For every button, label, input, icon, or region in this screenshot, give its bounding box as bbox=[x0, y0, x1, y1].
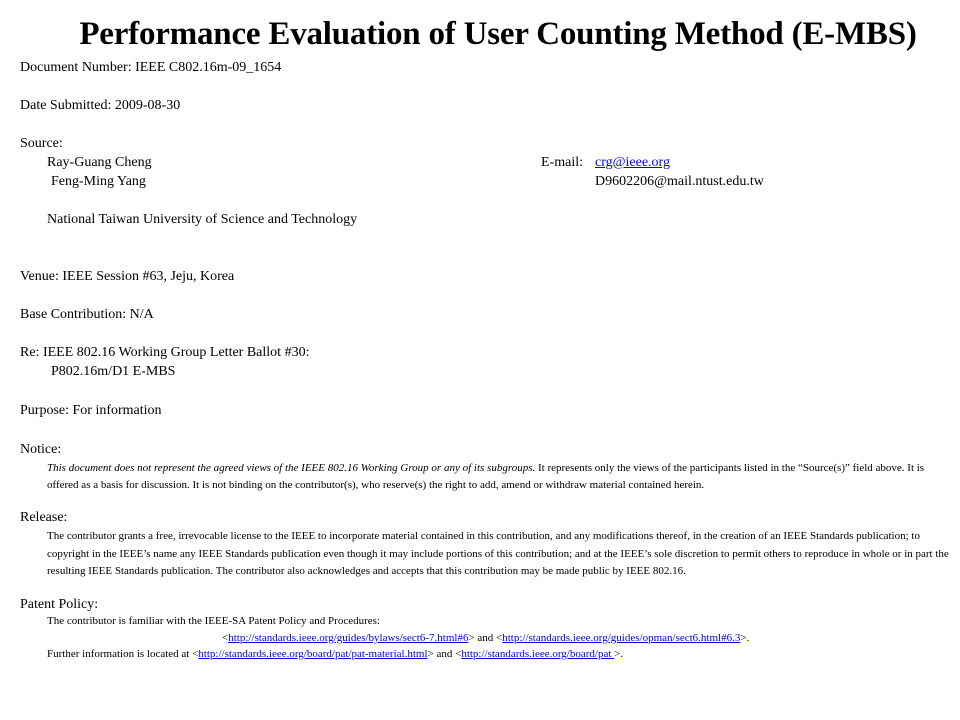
date-submitted: Date Submitted: 2009-08-30 bbox=[20, 98, 181, 113]
release-label: Release: bbox=[20, 510, 68, 525]
opman-link[interactable]: http://standards.ieee.org/guides/opman/sect6.html#6.3 bbox=[502, 632, 741, 644]
email-link-1[interactable]: crg@ieee.org bbox=[595, 155, 670, 170]
bylaws-link[interactable]: http://standards.ieee.org/guides/bylaws/sect6-7.html#6 bbox=[228, 632, 469, 644]
board-pat-link[interactable]: http://standards.ieee.org/board/pat bbox=[461, 648, 615, 660]
re-line-2: P802.16m/D1 E-MBS bbox=[51, 364, 176, 379]
email-label: E-mail: bbox=[541, 155, 583, 170]
notice-text bbox=[47, 460, 947, 493]
patent-line-2: <http://standards.ieee.org/guides/bylaws/sect6-7.html#6> and <http://standards.ieee.org/guides/opman/sect6.html#6.3>. bbox=[222, 632, 750, 644]
patent-line-1: The contributor is familiar with the IEEE-SA Patent Policy and Procedures: bbox=[47, 615, 380, 627]
author-name-1: Ray-Guang Cheng bbox=[47, 155, 152, 170]
source-label: Source: bbox=[20, 136, 63, 151]
re-line-1: Re: IEEE 802.16 Working Group Letter Ballot #30: bbox=[20, 345, 310, 360]
patent-line-3: Further information is located at <http://standards.ieee.org/board/pat/pat-material.html> and <http://standards.ieee.org/board/pat >. bbox=[47, 648, 624, 660]
patent-label: Patent Policy: bbox=[20, 597, 99, 612]
affiliation: National Taiwan University of Science and Technology bbox=[47, 212, 358, 227]
notice-italic: This document does not represent the agreed views of the IEEE 802.16 Working Group or any of its subgroups. bbox=[47, 462, 536, 474]
pat-material-link[interactable]: http://standards.ieee.org/board/pat/pat-material.html bbox=[198, 648, 428, 660]
release-text: The contributor grants a free, irrevocable license to the IEEE to incorporate material contained in this contribution, and any modifications thereof, in the creation of an IEEE Standards publication; to copyright in the IEEE’s name any IEEE Standards publication even though it may include portions of this contribution; and at the IEEE’s sole discretion to permit others to reproduce in whole or in part the resulting IEEE Standards publication. The contributor also acknowledges and accepts that this contribution may be made public by IEEE 802.16. bbox=[47, 530, 949, 577]
notice-label: Notice: bbox=[20, 442, 62, 457]
page-title: Performance Evaluation of User Counting Method (E-MBS) bbox=[79, 16, 917, 52]
purpose: Purpose: For information bbox=[20, 403, 162, 418]
venue: Venue: IEEE Session #63, Jeju, Korea bbox=[20, 269, 235, 284]
document-number: Document Number: IEEE C802.16m-09_1654 bbox=[20, 60, 282, 75]
notice-rest: It represents only the views of the participants listed in the “Source(s)” field above. It is offered as a basis for discussion. It is not binding on the contributor(s), who reserve(s) the right to add, amend or withdraw material contained herein. bbox=[47, 462, 925, 491]
email-2: D9602206@mail.ntust.edu.tw bbox=[595, 174, 764, 189]
base-contribution: Base Contribution: N/A bbox=[20, 307, 154, 322]
author-name-2: Feng-Ming Yang bbox=[51, 174, 146, 189]
